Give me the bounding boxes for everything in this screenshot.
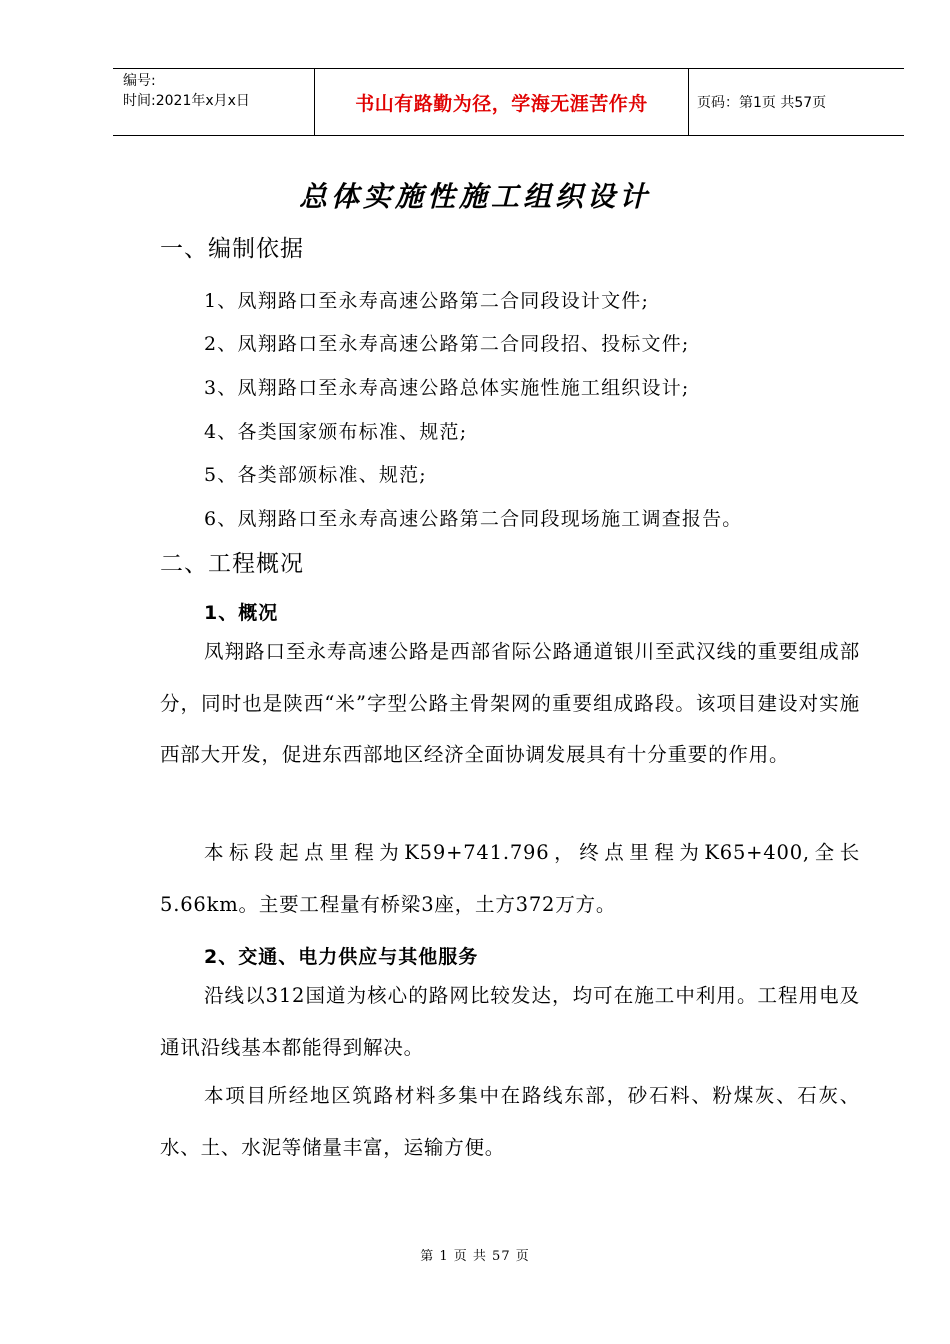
header-meta <box>113 69 315 135</box>
header-motto: 书山有路勤为径，学海无涯苦作舟 <box>315 69 689 135</box>
basis-item-4: 4、各类国家颁布标准、规范; <box>204 421 468 443</box>
section-heading-overview: 二、工程概况 <box>160 551 304 577</box>
header-page-info: 页码：第1页 共57页 <box>697 95 827 111</box>
document-time: 时间:2021年x月x日 <box>123 93 250 109</box>
services-paragraph-2: 本项目所经地区筑路材料多集中在路线东部，砂石料、粉煤灰、石灰、水、土、水泥等储量丰富，运输方便。 <box>160 1084 860 1159</box>
subsection-heading-services: 2、交通、电力供应与其他服务 <box>204 946 479 968</box>
document-number: 编号: <box>123 73 156 89</box>
basis-item-2: 2、凤翔路口至永寿高速公路第二合同段招、投标文件; <box>204 333 690 355</box>
page-footer: 第 1 页 共 57 页 <box>420 1249 530 1264</box>
overview-paragraph-2: 本标段起点里程为K59+741.796，终点里程为K65+400,全长5.66km。主要工程量有桥梁3座，土方372万方。 <box>160 841 860 916</box>
basis-item-5: 5、各类部颁标准、规范; <box>204 464 427 486</box>
basis-item-1: 1、凤翔路口至永寿高速公路第二合同段设计文件; <box>204 290 650 312</box>
section-heading-basis: 一、编制依据 <box>160 236 304 262</box>
basis-item-6: 6、凤翔路口至永寿高速公路第二合同段现场施工调查报告。 <box>204 508 743 530</box>
document-title: 总体实施性施工组织设计 <box>298 180 651 213</box>
services-paragraph-1: 沿线以312国道为核心的路网比较发达，均可在施工中利用。工程用电及通讯沿线基本都能得到解决。 <box>160 984 860 1059</box>
overview-paragraph-1: 凤翔路口至永寿高速公路是西部省际公路通道银川至武汉线的重要组成部分，同时也是陕西“米”字型公路主骨架网的重要组成路段。该项目建设对实施西部大开发，促进东西部地区经济全面协调发展具有十分重要的作用。 <box>160 640 860 766</box>
subsection-heading-overview: 1、概况 <box>204 602 279 624</box>
basis-item-3: 3、凤翔路口至永寿高速公路总体实施性施工组织设计; <box>204 377 690 399</box>
page-header <box>113 68 904 136</box>
